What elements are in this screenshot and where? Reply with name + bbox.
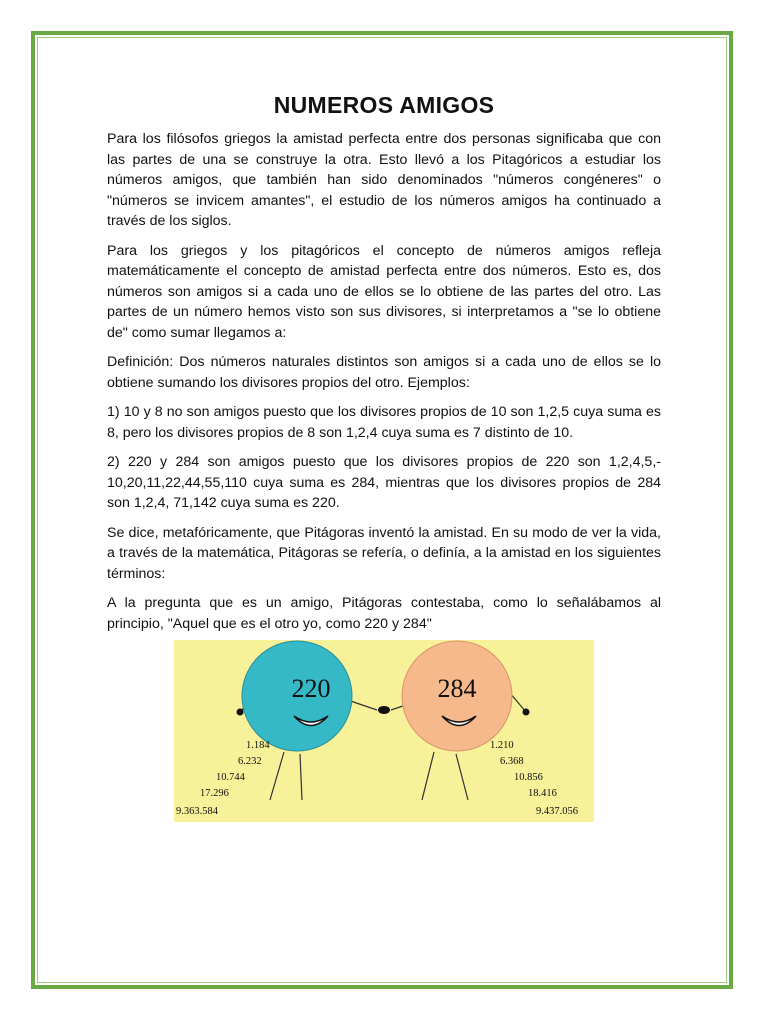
paragraph-definition: Definición: Dos números naturales distintos son amigos si a cada uno de ellos se lo obtiene sumando los divisores propios del otro. Ejemplos: bbox=[107, 354, 661, 391]
illustration-svg bbox=[174, 640, 594, 822]
left-list-item: 6.232 bbox=[238, 756, 262, 767]
left-list-item: 10.744 bbox=[216, 772, 245, 783]
paragraph-example-1: 1) 10 y 8 no son amigos puesto que los divisores propios de 10 son 1,2,5 cuya suma es 8, pero los divisores propios de 8 son 1,2,4 cuya suma es 7 distinto de 10. bbox=[107, 404, 661, 441]
paragraph-example-2: 2) 220 y 284 son amigos puesto que los divisores propios de 220 son 1,2,4,5,- 10,20,11,22,44,55,110 cuya suma es 284, mientras que los divisores propios de 284 son 1,2,4, 71,142 cuya suma es 220. bbox=[107, 454, 661, 511]
paragraph-pythagoras: Se dice, metafóricamente, que Pitágoras inventó la amistad. En su modo de ver la vida, a través de la matemática, Pitágoras se refería, o definía, a la amistad en los siguientes términos: bbox=[107, 524, 661, 582]
paragraph-concept: Para los griegos y los pitagóricos el concepto de números amigos refleja matemáticamente el concepto de amistad perfecta entre dos números. Esto es, dos números son amigos si a cada uno de ellos se lo obtiene de las partes del otro. Las partes de un número hemos visto son sus divisores, si interpretamos a "se lo obtiene de" como sumar llegamos a: bbox=[107, 242, 661, 341]
right-list-item: 1.210 bbox=[490, 740, 514, 751]
amicable-numbers-illustration bbox=[174, 640, 594, 822]
left-list-item: 1.184 bbox=[246, 740, 270, 751]
right-list-item: 18.416 bbox=[528, 788, 557, 799]
paragraph-intro: Para los filósofos griegos la amistad perfecta entre dos personas significaba que con las partes de una se construye la otra. Esto llevó a los Pitagóricos a estudiar los números amigos, que también han sido denominados "números congéneres" o "números se invicem amantes", el estudio de los números amigos ha continuado a través de los siglos. bbox=[107, 131, 661, 229]
page-title: NUMEROS AMIGOS bbox=[273, 92, 495, 118]
document-body bbox=[107, 92, 661, 643]
left-list-item: 9.363.584 bbox=[176, 806, 218, 817]
joined-hands bbox=[378, 706, 390, 714]
left-hand-dot bbox=[237, 709, 244, 716]
left-list-item: 17.296 bbox=[200, 788, 229, 799]
right-list-item: 10.856 bbox=[514, 772, 543, 783]
right-number: 284 bbox=[437, 674, 477, 703]
right-list-item: 9.437.056 bbox=[536, 806, 578, 817]
right-list-item: 6.368 bbox=[500, 756, 524, 767]
left-number: 220 bbox=[291, 674, 331, 703]
right-hand-dot bbox=[523, 709, 530, 716]
paragraph-quote: A la pregunta que es un amigo, Pitágoras contestaba, como lo señalábamos al principio, "Aquel que es el otro yo, como 220 y 284" bbox=[107, 595, 661, 632]
